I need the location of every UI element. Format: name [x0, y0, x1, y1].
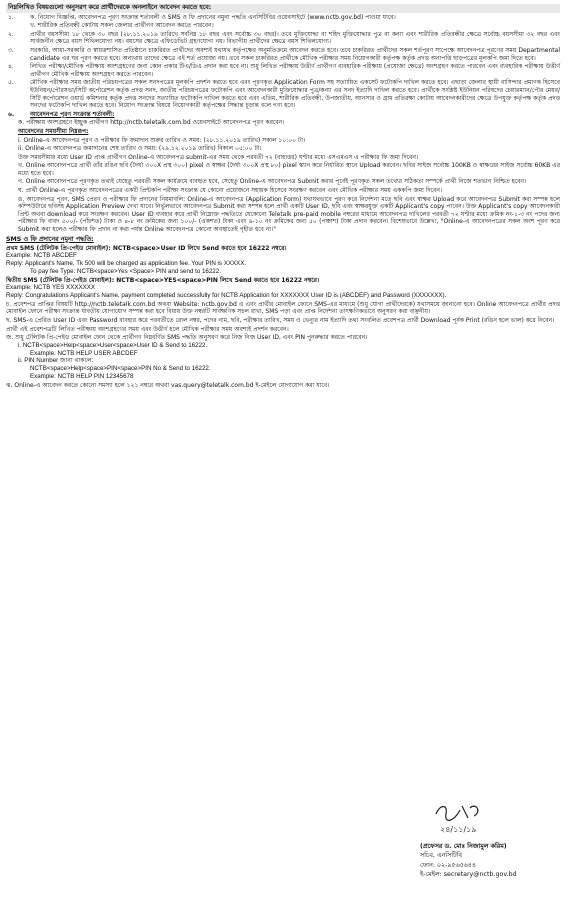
first-sms-reply-2: To pay fee Type: NCTB<space>Yes <Space> PIN and send to 16222.	[30, 267, 221, 275]
admit-display-note: প্রার্থী এই প্রবেশপত্রটি লিখিত পরীক্ষায় অংশগ্রহণের সময় এবং উত্তীর্ণ হলে মৌখিক পরীক্ষার সময় অবশ্যই প্রদর্শন করবেন।	[6, 325, 289, 333]
deadline-start: i. Online-এ আবেদনপত্র পূরণ ও পরীক্ষার ফি জমাদান শুরুর তারিখ ও সময়: (২৮.১১.২০১৯ তারিখ) সকাল ১০:০০ টা।	[18, 136, 306, 144]
first-sms-example: Example: NCTB ABCDEF	[6, 252, 77, 260]
signatory-title: সচিব, এনসিটিবি	[420, 852, 462, 859]
sms-heading: SMS ও ফি প্রদানের নমুনা পদ্ধতি:	[6, 235, 94, 243]
second-sms-reply: Reply: Congratulations Applicant's Name, payment completed successfully for NCTB Application for XXXXXXX User ID is (ABCDEF) and Password (XXXXXXX).	[6, 292, 447, 299]
submission-rules: ঙ. আবেদনপত্র পূরণ, SMS প্রেরণ ও পরীক্ষার ফি প্রদানের নিয়মাবলি: Online-এ আবেদনপত্র (Application Form) যথাযথভাবে পূরণ করে নির্দেশনা মতে ছবি এবং স্বাক্ষর Upload করে আবেদনপত্র Submit করা সম্পন্ন হলে কম্পিউটারে ছবিসহ Application Preview দেখা যাবে। নির্ভুলভাবে আবেদনপত্র Submit করা সম্পন্ন হলে প্রার্থী একটি User ID, ছবি এবং স্বাক্ষরযুক্ত একটি Applicant's copy পাবেন। উক্ত Applicant's copy আবেদনকারী প্রিন্ট অথবা download করে সংরক্ষণ করবেন। User ID ব্যবহার করে প্রার্থী নিম্নোক্ত পদ্ধতিতে যেকোনো Teletalk pre-paid mobile নম্বরের মাধ্যমে আবেদনপত্র দাখিলের পরবর্তী ৭২ ঘণ্টার মধ্যে ক্রমিক নং-১-৩ নং পদের জন্য পরীক্ষার ফি বাবদ ৫০০/- (পাঁচশত) টাকা ও ৪-৮ নং ক্রমিকের জন্য ১০০/- (একশত) টাকা এবং ৯-১০ নং ক্রমিকের জন্য ৫০ (পঞ্চাশ) টাকা প্রদান করবেন। বিশেষভাবে উল্লেখ্য, "Online-এ আবেদনপত্রের সকল অংশ পূরণ করে Submit করা হলেও পরীক্ষার ফি প্রদান না করা পর্যন্ত Online আবেদনপত্র কোনো অবস্থাতেই গৃহীত হবে না।"	[18, 195, 560, 234]
signatory-name: (প্রফেসর ড. মোঃ নিজামুল করিম)	[420, 842, 507, 850]
list-item: খ. শারীরিক প্রতিবন্ধী কোটায় সকল জেলার প্রার্থীগণ আবেদন করতে পারবেন।	[30, 22, 214, 30]
list-item: ২. প্রার্থীর বয়সসীমা ১৮ থেকে ৩০ বছর (২৮.১১.২০১৯ তারিখে সর্বনিম্ন ১৮ বছর এবং সর্বোচ্চ ৩০ বছর)। তবে মুক্তিযোদ্ধা বা শহিদ মুক্তিযোদ্ধার পুত্র বা কন্যা এবং শারীরিক প্রতিবন্ধীর ক্ষেত্রে সর্বোচ্চ বয়সসীমা ৩২ বছর এবং সার্বজনীন ক্ষেত্রে বয়স শিথিলযোগ্য নয়। বয়সের ক্ষেত্রে এফিডেভিট গ্রহণযোগ্য নয়। বিভাগীয় প্রার্থীদের ক্ষেত্রে বয়স শিথিলযোগ্য।	[8, 30, 560, 46]
fee-window-note: উক্ত সময়সীমার মধ্যে User ID প্রাপ্ত প্রার্থীগণ Online-এ আবেদনপত্র submit-এর সময় থেকে পরবর্তী ৭২ (বাহাত্তর) ঘণ্টার মধ্যে এসএমএস এ পরীক্ষার ফি জমা দিবেন।	[18, 153, 419, 161]
list-item: ৩. সরকারি, আধা-সরকারি ও স্বায়ত্তশাসিত প্রতিষ্ঠানে চাকরিরত প্রার্থীদের অবশ্যই যথাযথ কর্তৃপক্ষের অনুমতিক্রমে আবেদন করতে হবে। তবে চাকরিরত প্রার্থীদের সকল শর্তপূরণ সাপেক্ষে আবেদনপত্র পূরণের সময় Departmental candidate এর ঘর পূরণ করতে হবে। অন্যথায় তাদের ক্ষেত্রে এই শর্ত প্রযোজ্য নয়। তবে সকল চাকরিরত প্রার্থীকে মৌখিক পরীক্ষার সময় নিয়োগকারী কর্তৃপক্ষ কর্তৃক প্রদত্ত অনাপত্তি ছাড়পত্রের মূলকপি জমা দিতে হবে।	[8, 46, 560, 62]
signature-block	[386, 796, 556, 880]
list-item: ৫. মৌখিক পরীক্ষার সময় জাতীয় পরিচয়পত্রের সকল সনদপত্রের মূলকপি প্রদর্শন করতে হবে এবং পূরণকৃত Application Form সহ সত্যায়িত একসেট ফটোকপি দাখিল করতে হবে। এছাড়া জেলার স্থায়ী বাসিন্দার প্রমাণক হিসেবে ইউনিয়ন/পৌরসভা/সিটি কর্পোরেশন কর্তৃক প্রদত্ত সনদ, জাতীয় পরিচয়পত্রের ফটোকপি এবং আবেদনকারী মুক্তিযোদ্ধার পুত্র/কন্যা এর সনদ ইত্যাদি দাখিল করতে হবে। প্রার্থীকে সংশ্লিষ্ট ইউনিয়ন পরিষদের চেয়ারম্যান/পৌর মেয়র/সিটি কর্পোরেশন ওয়ার্ড কমিশনার কর্তৃক প্রদত্ত সনদের সত্যায়িত ফটোকপি দাখিল করতে হবে এবং এতিম, শারীরিক প্রতিবন্ধী, উপজাতীয়, আনসার ও গ্রাম প্রতিরক্ষা কোটায় আবেদনকারীদের ক্ষেত্রে উপযুক্ত কর্তৃপক্ষ কর্তৃক প্রদত্ত সনদের ফটোকপি দাখিল করতে হবে। নিয়োগ সংক্রান্ত বিষয়ে নিয়োগকারী কর্তৃপক্ষের সিদ্ধান্ত চূড়ান্ত বলে গণ্য হবে।	[8, 79, 560, 110]
deadline-end: ii. Online-এ আবেদনপত্র জমাদানের শেষ তারিখ ও সময়: (২৯.১২.২০১৯ তারিখ) বিকাল ০৫:০০ টা।	[18, 145, 262, 153]
signature-mark	[426, 796, 506, 838]
admit-card-note: চ. প্রবেশপত্র প্রাপ্তির বিষয়টি http://nctb.teletalk.com.bd অথবা Website: nctb.gov.bd এ এবং প্রার্থীর মোবাইল ফোনে SMS-এর মাধ্যমে (শুধু যোগ্য প্রার্থীদেরকে) যথাসময়ে জানানো হবে। Online আবেদনপত্রে প্রার্থীর প্রদত্ত মোবাইল ফোনে পরীক্ষা সংক্রান্ত যাবতীয় যোগাযোগ সম্পন্ন করা হবে বিধায় উক্ত নম্বরটি সার্বক্ষণিক সচল রাখা, SMS পড়া এবং প্রাপ্ত নির্দেশনা তাৎক্ষণিকভাবে অনুসরণ করা বাঞ্ছনীয়।	[6, 300, 560, 316]
printcopy-note: ঘ. প্রার্থী Online-এ পূরণকৃত আবেদনপত্রের একটি প্রিন্টকপি পরীক্ষা সংক্রান্ত যে কোনো প্রয়োজনে সহায়ক হিসেবে সংরক্ষণ করবেন এবং মৌখিক পরীক্ষার সময় এককপি জমা দিবেন।	[18, 187, 443, 195]
recovery-user-example: Example: NCTB HELP USER ABCDEF	[30, 349, 138, 357]
recovery-pin-example: Example: NCTB HELP PIN 12345678	[30, 372, 134, 380]
first-sms-line: প্রথম SMS (টেলিটক প্রি-পেইড মোবাইল): NCTB<space>User ID লিখে Send করতে হবে 16222 নম্বরে।	[6, 244, 287, 252]
list-item: ৪. লিখিত পরীক্ষা/মৌখিক পরীক্ষায় অংশগ্রহণের জন্য কোন প্রকার টিএ/ডিএ প্রদান করা হবে না। শুধু লিখিত পরীক্ষায় উত্তীর্ণ প্রার্থীগণ ব্যবহারিক পরীক্ষায় (প্রযোজ্য ক্ষেত্রে) অংশগ্রহণ করতে পারবেন এবং ব্যবহারিক পরীক্ষায় উত্তীর্ণ প্রার্থীগণ মৌখিক পরীক্ষায় অংশগ্রহণ করতে পারবেন।	[8, 63, 560, 78]
list-item: ১. ক. নিয়োগ বিজ্ঞপ্তি, আবেদনপত্র পূরণ সংক্রান্ত শর্তাবলী ও SMS ও ফি প্রদানের নমুনা পদ্ধতি এনসিটিবির ওয়েবসাইটে (www.nctb.gov.bd) পাওয়া যাবে।	[8, 13, 396, 21]
list-item: ৬. আবেদনপত্র পূরণ সংক্রান্ত শর্তাবলী:	[8, 110, 115, 118]
contact-note: ঝ. Online-এ আবেদন করতে কোনো সমস্যা হলে ১২১ নম্বরে অথবা vas.query@teletalk.com.bd ই-মেইলে যোগাযোগ করা যাবে।	[6, 381, 330, 389]
recovery-user-line: i. NCTB<space>Help<space>User<space>User ID & Send to 16222.	[18, 341, 208, 349]
recovery-note: জ. শুধু টেলিটক প্রি-পেইড মোবাইল ফোন থেকে প্রার্থীগণ নিম্নবর্ণিত SMS পদ্ধতি অনুসরণ করে নিজ নিজ User ID, এবং PIN পুনরুদ্ধার করতে পারবেন।	[6, 334, 368, 342]
recovery-pin-line: NCTB<space>Help<space>PIN<space>PIN No & Send to 16222.	[30, 365, 211, 373]
website-line: ক. পরীক্ষায় অংশগ্রহণে ইচ্ছুক প্রার্থীগণ http://nctb.teletalk.com.bd ওয়েবসাইটে আবেদনপত্র পূরণ করবেন।	[18, 119, 285, 127]
signatory-phone: ফোন: ০২-৯৫৬৫৬৪৪	[420, 861, 476, 869]
photo-upload-note: খ. Online আবেদনপত্রে প্রার্থী তাঁর রঙিন ছবি (দৈর্ঘ্য ৩০০X প্রস্থ ৩০০) pixel ও স্বাক্ষর (দৈর্ঘ্য ৩০০X প্রস্থ ৮০) pixel স্ক্যান করে নির্ধারিত স্থানে Upload করবেন। ছবির সাইজ সর্বোচ্চ 100KB ও স্বাক্ষরের সাইজ সর্বোচ্চ 60KB এর মধ্যে হতে হবে।	[18, 162, 560, 177]
intro-heading: নিম্নলিখিত বিষয়গুলো অনুসরণ করে প্রার্থীদেরকে অনলাইনে আবেদন করতে হবে:	[6, 4, 560, 13]
signatory-email: ই-মেইল: secretary@nctb.gov.bd	[420, 871, 517, 878]
second-sms-example: Example: NCTB YES XXXXXXX	[6, 284, 95, 292]
recovery-pin-label: ii. PIN Number জানা থাকলে:	[18, 357, 94, 365]
first-sms-reply: Reply: Applicant's Name, Tk 500 will be charged as application fee. Your PIN is XXXXX.	[6, 260, 247, 268]
accuracy-note: গ. Online আবেদনপত্রে পূরণকৃত তথ্যই যেহেতু পরবর্তী সকল কার্যক্রমে ব্যবহৃত হবে, সেহেতু Online-এ আবেদনপত্র Submit করার পূর্বেই পূরণকৃত সকল তথ্যের সঠিকতা সম্পর্কে প্রার্থী নিজে শতভাগ নিশ্চিত হবেন।	[18, 178, 527, 186]
password-note: ছ. SMS-এ প্রেরিত User ID এবং Password ব্যবহার করে পরবর্তীতে রোল নম্বর, পদের নাম, ছবি, পরীক্ষার তারিখ, সময় ও ভেন্যুর নাম ইত্যাদি তথ্য সংবলিত প্রবেশপত্র প্রার্থী Download পূর্বক Print (রঙিন হলে ভাল) করে নিবেন।	[6, 316, 555, 324]
signature-date: ২৪/১১/১৯	[440, 825, 477, 834]
second-sms-line: দ্বিতীয় SMS (টেলিটক প্রি-পেইড মোবাইল): NCTB<space>YES<space>PIN লিখে Send করতে হবে 16222 নম্বরে।	[6, 276, 320, 284]
deadline-heading: আবেদনের সময়সীমা নিম্নরূপ:	[18, 127, 89, 135]
